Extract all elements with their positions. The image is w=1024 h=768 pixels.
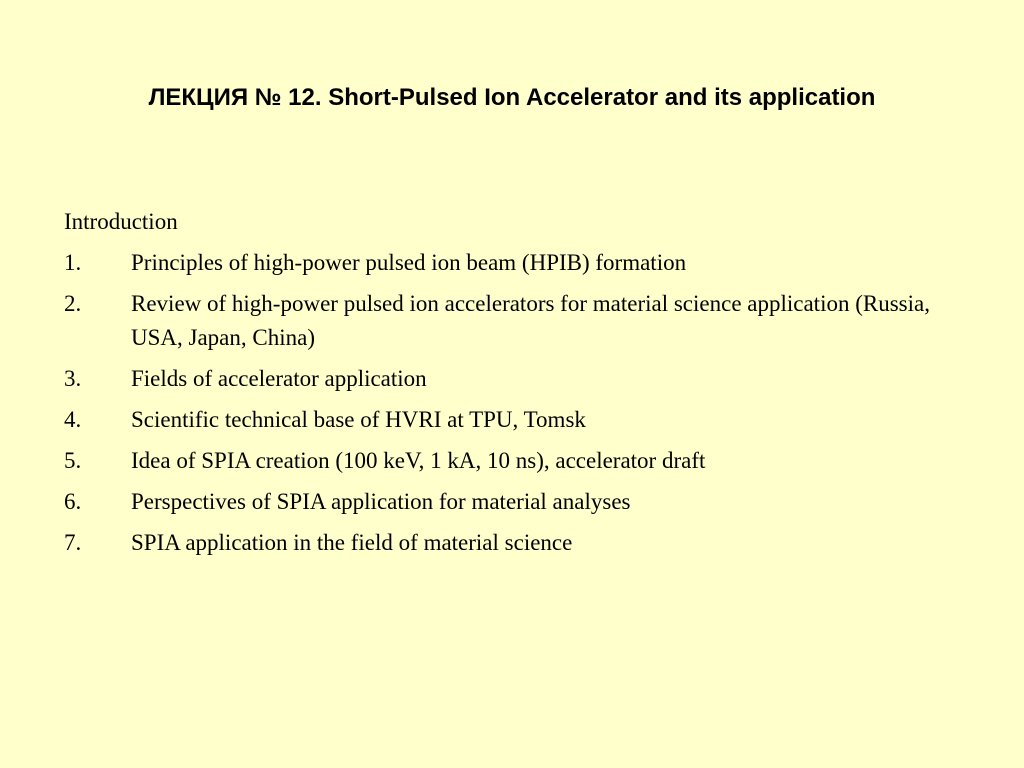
- item-text: Idea of SPIA creation (100 keV, 1 kA, 10 ns), accelerator draft: [131, 448, 706, 473]
- item-text: Principles of high-power pulsed ion beam (HPIB) formation: [131, 250, 687, 275]
- intro-line: Introduction: [64, 209, 178, 234]
- item-text: Fields of accelerator application: [131, 366, 427, 391]
- item-number: 3.: [64, 366, 82, 391]
- slide-title: ЛЕКЦИЯ № 12. Short-Pulsed Ion Accelerator and its application: [148, 84, 876, 111]
- item-number: 2.: [64, 291, 82, 316]
- list-item: [64, 403, 964, 437]
- list-item: [64, 444, 964, 478]
- item-text: SPIA application in the field of material science: [131, 530, 573, 555]
- contents-list: [64, 246, 964, 560]
- item-number: 6.: [64, 489, 82, 514]
- item-text: Review of high-power pulsed ion accelerators for material science application (Russia, USA, Japan, China): [131, 291, 930, 350]
- list-item: [64, 362, 964, 396]
- item-text: Perspectives of SPIA application for material analyses: [131, 489, 631, 514]
- list-item: [64, 287, 964, 355]
- item-number: 4.: [64, 407, 82, 432]
- item-number: 7.: [64, 530, 82, 555]
- item-text: Scientific technical base of HVRI at TPU, Tomsk: [131, 407, 586, 432]
- slide-body: [64, 205, 964, 567]
- item-number: 1.: [64, 250, 82, 275]
- list-item: [64, 485, 964, 519]
- list-item: [64, 526, 964, 560]
- list-item: [64, 246, 964, 280]
- item-number: 5.: [64, 448, 82, 473]
